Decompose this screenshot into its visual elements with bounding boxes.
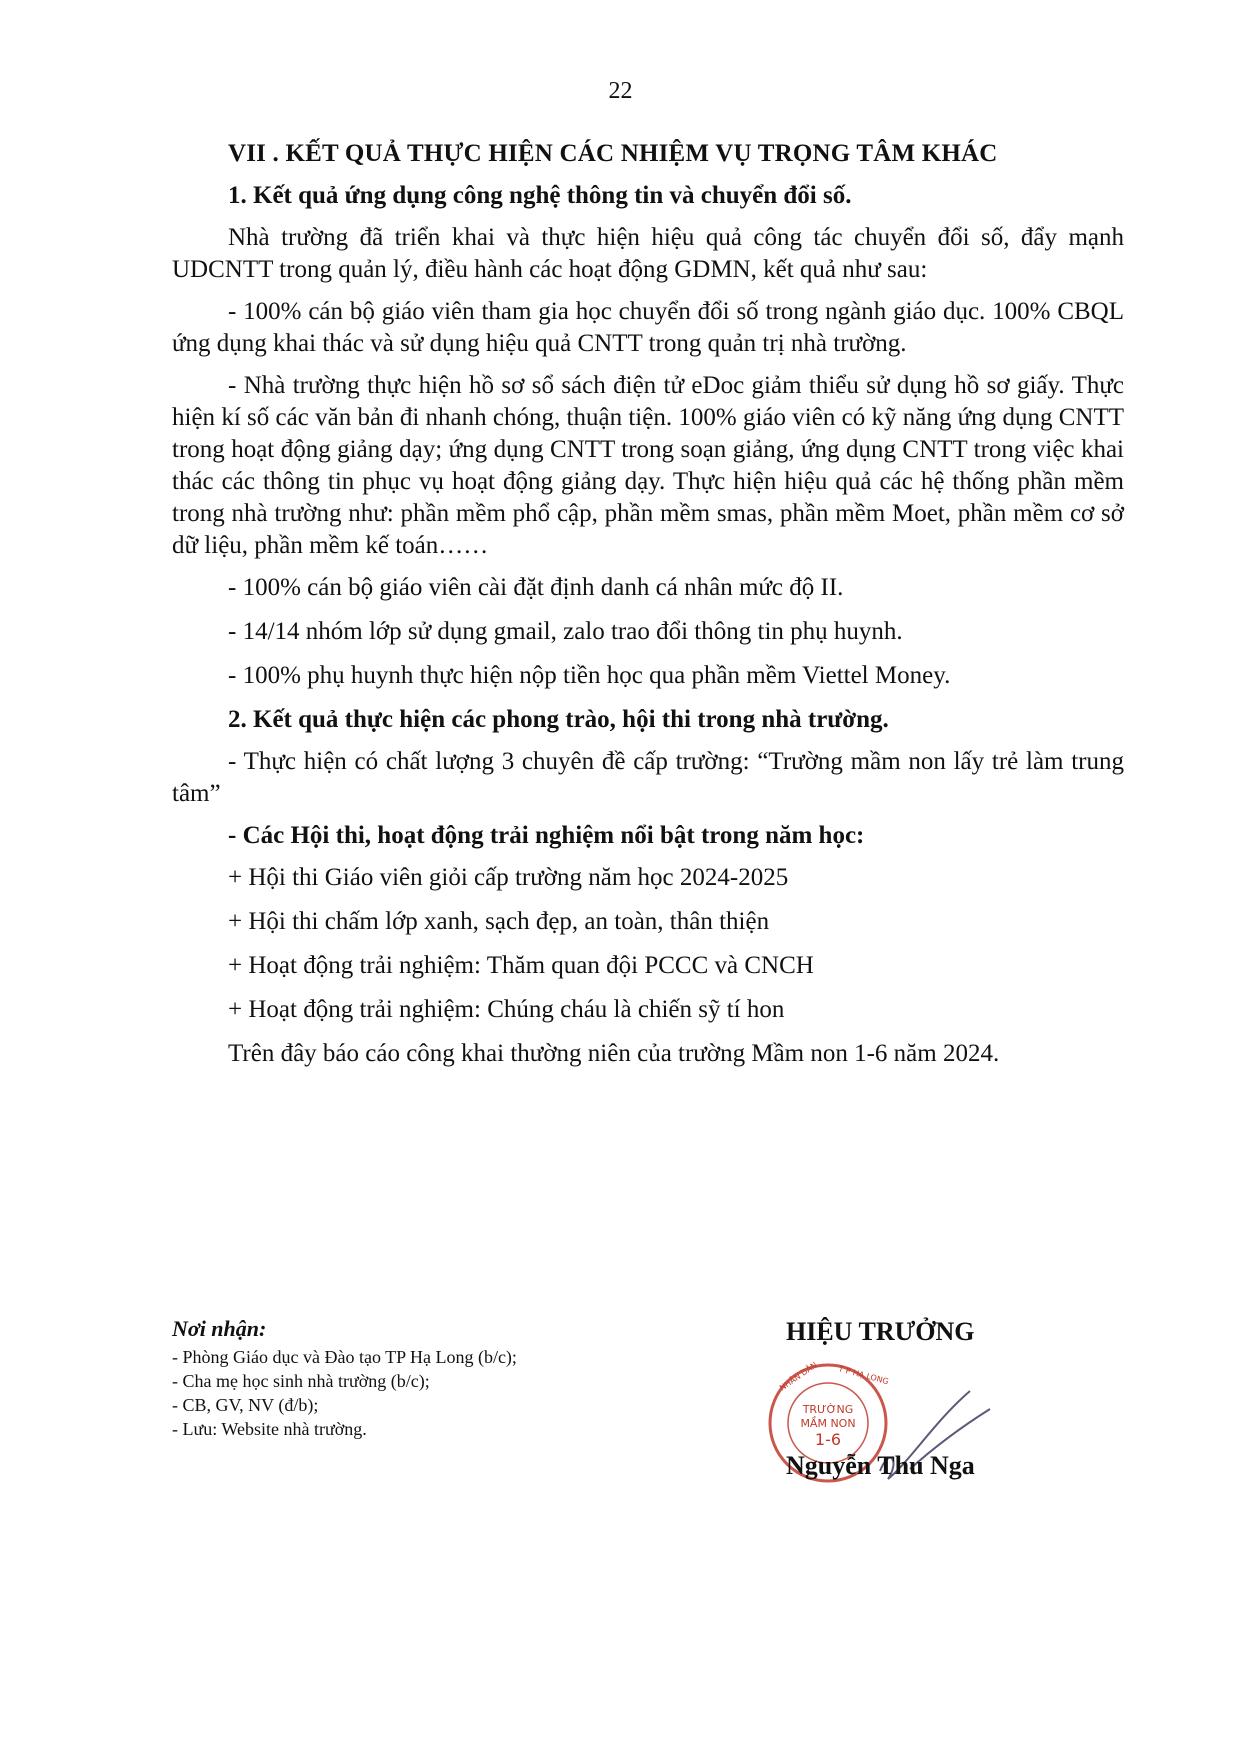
document-body: [172, 138, 1124, 1080]
subsection-1-title: 1. Kết quả ứng dụng công nghệ thông tin và chuyển đổi số.: [228, 182, 852, 209]
page-number: 22: [608, 78, 633, 104]
subsection-3-title: - Các Hội thi, hoạt động trải nghiệm nổi bật trong năm học:: [228, 822, 865, 849]
recipients-title: Nơi nhận:: [172, 1316, 267, 1341]
paragraph-closing: Trên đây báo cáo công khai thường niên của trường Mầm non 1-6 năm 2024.: [228, 1040, 1000, 1067]
recipients-block: [172, 1317, 672, 1441]
list-item: + Hội thi chấm lớp xanh, sạch đẹp, an toàn, thân thiện: [228, 908, 770, 935]
svg-text:T P HẠ LONG: T P HẠ LONG: [837, 1364, 890, 1387]
recipient-line: - Lưu: Website nhà trường.: [172, 1419, 367, 1439]
list-item: + Hoạt động trải nghiệm: Chúng cháu là chiến sỹ tí hon: [228, 996, 785, 1023]
recipient-line: - CB, GV, NV (đ/b);: [172, 1395, 319, 1415]
signer-name: Nguyễn Thu Nga: [786, 1451, 975, 1480]
svg-text:TRƯỜNG: TRƯỜNG: [802, 1403, 854, 1416]
paragraph-payment: - 100% phụ huynh thực hiện nộp tiền học qua phần mềm Viettel Money.: [228, 662, 951, 689]
paragraph-training: - 100% cán bộ giáo viên tham gia học chuyển đổi số trong ngành giáo dục. 100% CBQL ứng dụng khai thác và sử dụng hiệu quả CNTT trong quản trị nhà trường.: [172, 298, 1124, 357]
svg-text:NHÂN DÂN: NHÂN DÂN: [777, 1360, 819, 1393]
paragraph-topics: - Thực hiện có chất lượng 3 chuyên đề cấp trường: “Trường mầm non lấy trẻ làm trung tâm”: [172, 748, 1124, 807]
subsection-2-title: 2. Kết quả thực hiện các phong trào, hội thi trong nhà trường.: [228, 706, 889, 733]
paragraph-groups: - 14/14 nhóm lớp sử dụng gmail, zalo trao đổi thông tin phụ huynh.: [228, 618, 903, 645]
paragraph-edoc: - Nhà trường thực hiện hồ sơ sổ sách điện tử eDoc giảm thiểu sử dụng hồ sơ giấy. Thực hiện kí số các văn bản đi nhanh chóng, thuận tiện. 100% giáo viên có kỹ năng ứng dụng CNTT trong hoạt động giảng dạy; ứng dụng CNTT trong soạn giảng, ứng dụng CNTT trong việc khai thác các thông tin phục vụ hoạt động giảng dạy. Thực hiện hiệu quả các hệ thống phần mềm trong nhà trường như: phần mềm phổ cập, phần mềm smas, phần mềm Moet, phần mềm cơ sở dữ liệu, phần mềm kế toán……: [172, 372, 1124, 559]
recipient-line: - Cha mẹ học sinh nhà trường (b/c);: [172, 1371, 430, 1391]
paragraph-identity: - 100% cán bộ giáo viên cài đặt định danh cá nhân mức độ II.: [228, 574, 844, 601]
section-title: VII . KẾT QUẢ THỰC HIỆN CÁC NHIỆM VỤ TRỌNG TÂM KHÁC: [228, 140, 998, 167]
recipient-line: - Phòng Giáo dục và Đào tạo TP Hạ Long (b/c);: [172, 1347, 517, 1367]
list-item: + Hội thi Giáo viên giỏi cấp trường năm học 2024-2025: [228, 864, 789, 891]
paragraph-intro: Nhà trường đã triển khai và thực hiện hiệu quả công tác chuyển đổi số, đẩy mạnh UDCNTT trong quản lý, điều hành các hoạt động GDMN, kết quả như sau:: [172, 224, 1124, 283]
list-item: + Hoạt động trải nghiệm: Thăm quan đội PCCC và CNCH: [228, 952, 814, 979]
svg-text:1-6: 1-6: [814, 1430, 842, 1449]
svg-text:MẦM NON: MẦM NON: [800, 1417, 856, 1430]
signer-title: HIỆU TRƯỞNG: [786, 1317, 975, 1346]
